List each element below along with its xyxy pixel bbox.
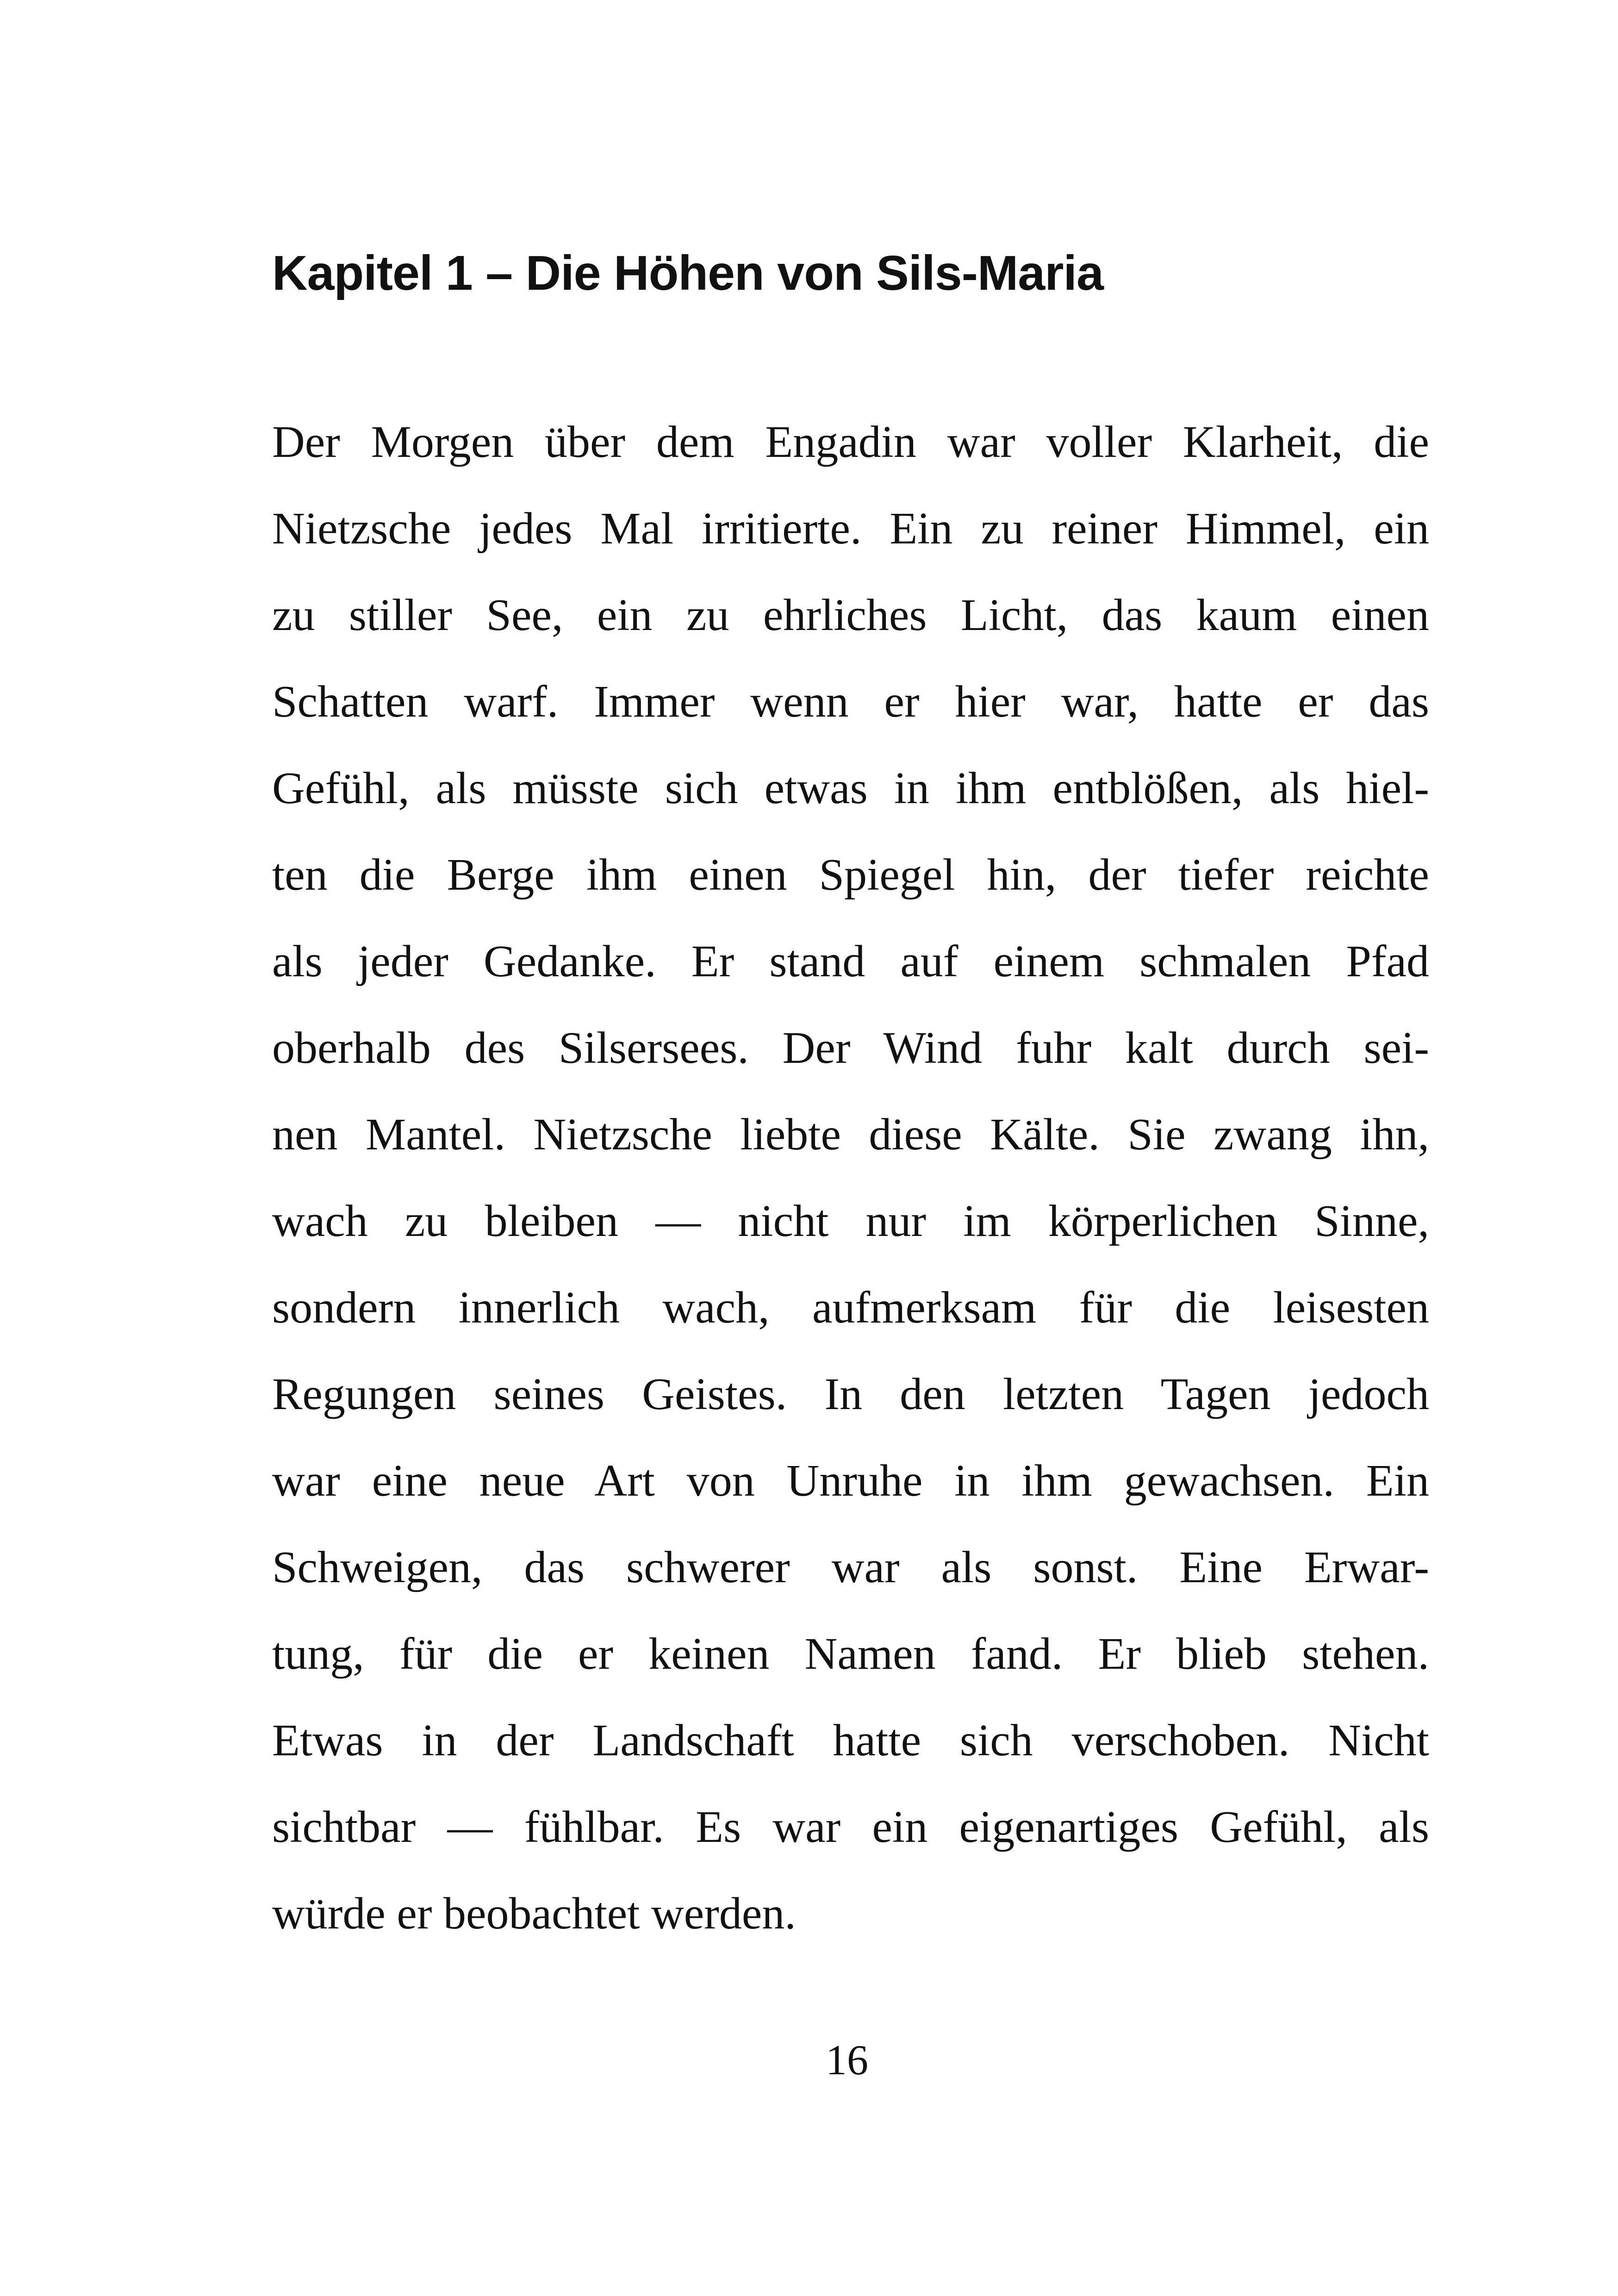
text-line: war eine neue Art von Unruhe in ihm gewachsen. Ein: [272, 1456, 1429, 1506]
text-line: Gefühl, als müsste sich etwas in ihm entblößen, als hiel-: [272, 763, 1429, 813]
text-line: sondern innerlich wach, aufmerksam für die leisesten: [272, 1283, 1429, 1333]
body-text: [272, 399, 1429, 1957]
page-number: 16: [826, 2036, 868, 2084]
text-line: nen Mantel. Nietzsche liebte diese Kälte. Sie zwang ihn,: [272, 1110, 1429, 1160]
text-line: tung, für die er keinen Namen fand. Er blieb stehen.: [272, 1629, 1429, 1679]
text-line: Nietzsche jedes Mal irritierte. Ein zu reiner Himmel, ein: [272, 504, 1429, 554]
text-line: Schweigen, das schwerer war als sonst. Eine Erwar-: [272, 1542, 1429, 1592]
text-line: Etwas in der Landschaft hatte sich verschoben. Nicht: [272, 1716, 1429, 1766]
text-line: zu stiller See, ein zu ehrliches Licht, das kaum einen: [272, 590, 1429, 640]
text-line: wach zu bleiben — nicht nur im körperlichen Sinne,: [272, 1196, 1429, 1246]
text-line: oberhalb des Silsersees. Der Wind fuhr kalt durch sei-: [272, 1023, 1429, 1073]
chapter-title: Kapitel 1 – Die Höhen von Sils-Maria: [272, 246, 1103, 300]
text-line: ten die Berge ihm einen Spiegel hin, der tiefer reichte: [272, 850, 1429, 900]
text-line: Schatten warf. Immer wenn er hier war, hatte er das: [272, 677, 1429, 727]
text-line: sichtbar — fühlbar. Es war ein eigenartiges Gefühl, als: [272, 1802, 1429, 1852]
text-line: Regungen seines Geistes. In den letzten Tagen jedoch: [272, 1369, 1429, 1419]
text-line: Der Morgen über dem Engadin war voller Klarheit, die: [272, 417, 1429, 467]
text-line: als jeder Gedanke. Er stand auf einem schmalen Pfad: [272, 936, 1429, 986]
text-line: würde er beobachtet werden.: [272, 1889, 796, 1939]
